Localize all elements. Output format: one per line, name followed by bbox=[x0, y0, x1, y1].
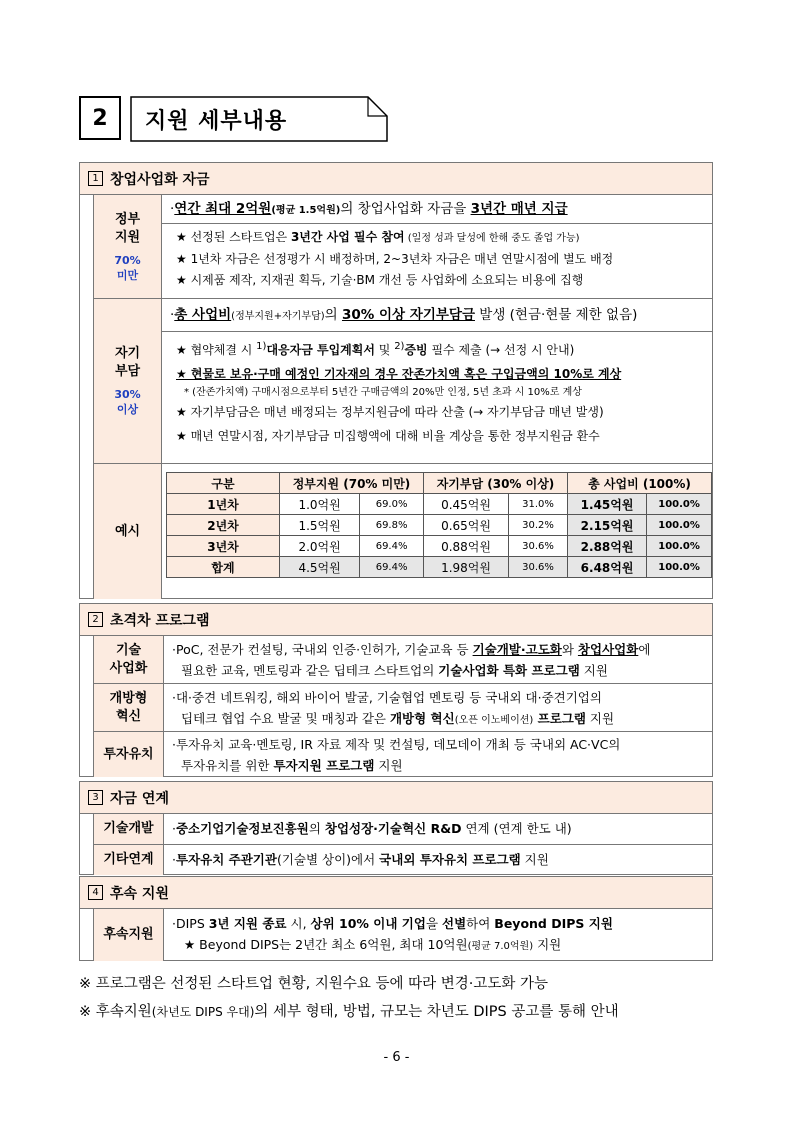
self-burden-label: 자기 부담 30% 이상 bbox=[94, 299, 162, 463]
other-link-label: 기타연계 bbox=[94, 845, 164, 875]
section-1-title: 창업사업화 자금 bbox=[110, 171, 210, 188]
follow-up-text: ·DIPS 3년 지원 종료 시, 상위 10% 이내 기업을 선별하여 Beyond DIPS 지원 ★ Beyond DIPS는 2년간 최소 6억원, 최대 10억원(평균 7.0억원) 지원 bbox=[172, 916, 613, 952]
example-table bbox=[166, 472, 712, 578]
self-burden-main: ·총 사업비(정부지원+자기부담)의 30% 이상 자기부담금 발생 (현금·현물 제한 없음) bbox=[162, 299, 712, 332]
gov-support-content bbox=[162, 195, 712, 298]
section-2-title: 초격차 프로그램 bbox=[110, 612, 210, 629]
note-1: ※ 프로그램은 선정된 스타트업 현황, 지원수요 등에 따라 변경·고도화 가능 bbox=[79, 976, 549, 992]
open-innovation-row bbox=[93, 684, 712, 732]
investment-text: ·투자유치 교육·멘토링, IR 자료 제작 및 컨설팅, 데모데이 개최 등 국내외 AC·VC의 투자유치를 위한 투자지원 프로그램 지원 bbox=[172, 737, 621, 773]
gov-support-stars: ★ 선정된 스타트업은 3년간 사업 필수 참여 (일정 성과 달성에 한해 중도 졸업 가능) ★ 1년차 자금은 선정평가 시 배정하며, 2~3년차 자금은 매년 연말시점에 별도 배정 ★ 시제품 제작, 지재권 획득, 기술·BM 개선 등 사업화에 소요되는 비용에 집행 bbox=[176, 230, 614, 287]
section-1-box bbox=[79, 162, 713, 599]
gov-support-label: 정부 지원 70% 미만 bbox=[94, 195, 162, 298]
table-header-row: 구분 정부지원 (70% 미만) 자기부담 (30% 이상) 총 사업비 (100%) bbox=[167, 473, 712, 494]
gov-support-main: ·연간 최대 2억원(평균 1.5억원)의 창업사업화 자금을 3년간 매년 지급 bbox=[162, 195, 712, 224]
section-4-title: 후속 지원 bbox=[110, 885, 169, 902]
follow-up-row bbox=[93, 909, 712, 961]
example-label: 예시 bbox=[94, 464, 162, 599]
tech-commercial-label: 기술 사업화 bbox=[94, 636, 164, 683]
example-row bbox=[93, 464, 712, 599]
section-3-box bbox=[79, 781, 713, 875]
section-2-box bbox=[79, 603, 713, 777]
self-burden-row bbox=[93, 299, 712, 464]
section-2-header bbox=[80, 604, 712, 636]
self-burden-content bbox=[162, 299, 712, 463]
investment-label: 투자유치 bbox=[94, 732, 164, 777]
section-1-number: 1 bbox=[88, 171, 103, 186]
other-link-row bbox=[93, 845, 712, 875]
section-title: 지원 세부내용 bbox=[145, 109, 288, 134]
open-innovation-label: 개방형 혁신 bbox=[94, 684, 164, 731]
tech-dev-text: ·중소기업기술정보진흥원의 창업성장·기술혁신 R&D 연계 (연계 한도 내) bbox=[172, 821, 572, 836]
section-2-number: 2 bbox=[88, 612, 103, 627]
section-title-box bbox=[130, 96, 388, 142]
table-row: 1년차 1.0억원 69.0% 0.45억원 31.0% 1.45억원 100.0% bbox=[167, 494, 712, 515]
investment-row bbox=[93, 732, 712, 777]
section-4-header bbox=[80, 877, 712, 909]
tech-dev-label: 기술개발 bbox=[94, 814, 164, 844]
section-3-title: 자금 연계 bbox=[110, 790, 169, 807]
other-link-text: ·투자유치 주관기관(기술별 상이)에서 국내외 투자유치 프로그램 지원 bbox=[172, 852, 549, 867]
table-row: 3년차 2.0억원 69.4% 0.88억원 30.6% 2.88억원 100.0% bbox=[167, 536, 712, 557]
example-table-wrap bbox=[162, 464, 712, 599]
section-3-number: 3 bbox=[88, 790, 103, 805]
section-3-header bbox=[80, 782, 712, 814]
section-number: 2 bbox=[79, 96, 121, 140]
self-burden-stars: ★ 협약체결 시 $^{1)}$대응자금 투입계획서 및 $^{2)}$증빙 필수 제출 (→ 선정 시 안내) ★ 현물로 보유·구매 예정인 기자재의 경우 잔존가치액 혹은 구입금액의 10%로 계상 * (잔존가치액) 구매시점으로부터 5년간 구매금액의 20%만 인정, 5년 초과 시 10%로 계상 ★ 자기부담금은 매년 배정되는 정부지원금에 따라 산출 (→ 자기부담금 매년 발생) ★ 매년 연말시점, 자기부담금 미집행액에 대해 비율 계상을 통한 정부지원금 환수 bbox=[176, 341, 622, 443]
follow-up-label: 후속지원 bbox=[94, 909, 164, 961]
tech-commercial-text: ·PoC, 전문가 컨설팅, 국내외 인증·인허가, 기술교육 등 기술개발·고도화와 창업사업화에 필요한 교육, 멘토링과 같은 딥테크 스타트업의 기술사업화 특화 프로그램 지원 bbox=[172, 642, 651, 678]
open-innovation-text: ·대·중견 네트워킹, 해외 바이어 발굴, 기술협업 멘토링 등 국내외 대·중견기업의 딥테크 협업 수요 발굴 및 매칭과 같은 개방형 혁신(오픈 이노베이션) 프로그램 지원 bbox=[172, 690, 615, 726]
tech-dev-row bbox=[93, 814, 712, 845]
section-1-header bbox=[80, 163, 712, 195]
tech-commercial-row bbox=[93, 636, 712, 684]
note-2: ※ 후속지원(차년도 DIPS 우대)의 세부 형태, 방법, 규모는 차년도 DIPS 공고를 통해 안내 bbox=[79, 1004, 619, 1020]
page-number: - 6 - bbox=[383, 1050, 410, 1065]
section-4-box bbox=[79, 876, 713, 961]
table-row: 2년차 1.5억원 69.8% 0.65억원 30.2% 2.15억원 100.0% bbox=[167, 515, 712, 536]
table-total-row: 합계 4.5억원 69.4% 1.98억원 30.6% 6.48억원 100.0% bbox=[167, 557, 712, 578]
section-4-number: 4 bbox=[88, 885, 103, 900]
gov-support-row bbox=[93, 195, 712, 299]
